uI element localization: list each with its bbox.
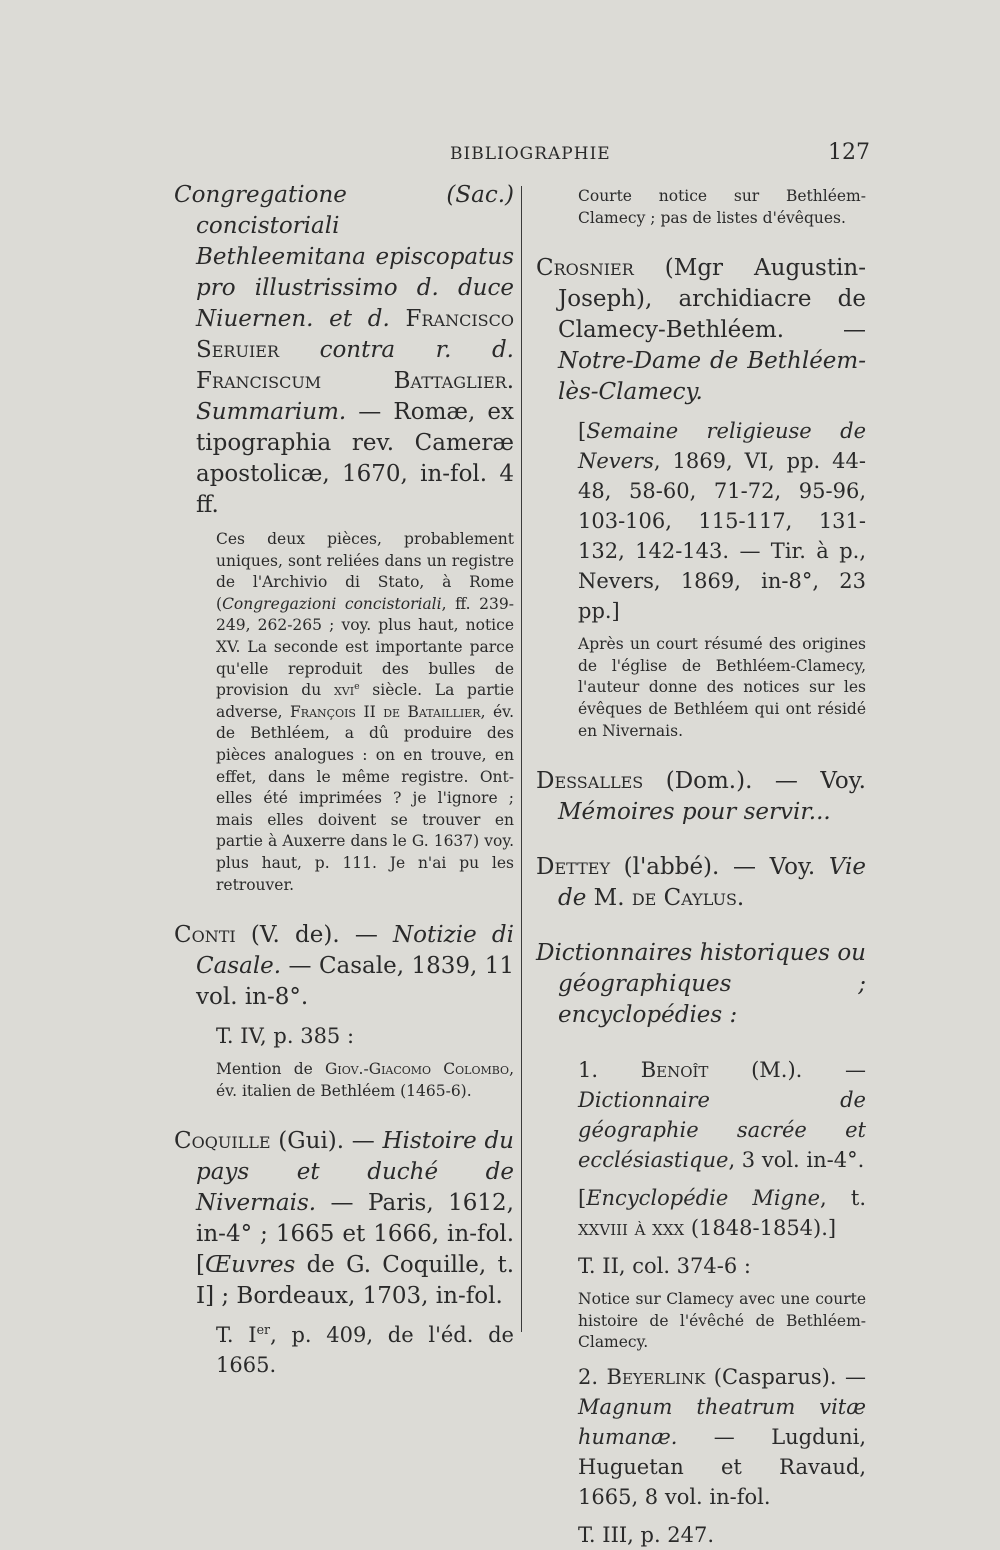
- entry-title: Congregatione (Sac.) concistoriali Bethleemitana episcopatus pro illustrissimo d. duce Niuernen. et d.: [174, 182, 514, 332]
- entry-dettey: Dettey (l'abbé). — Voy. Vie de M. de Caylus.: [536, 854, 866, 912]
- page-number: 127: [828, 140, 870, 165]
- entry-summarium: Summarium.: [196, 399, 347, 425]
- entry-coquille: Coquille (Gui). — Histoire du pays et duché de Nivernais. — Paris, 1612, in-4° ; 1665 et 1666, in-fol. [Œuvres de G. Coquille, t. I] ; Bordeaux, 1703, in-fol.: [174, 1128, 514, 1310]
- note-conti: Mention de Giov.-Giacomo Colombo, év. italien de Bethléem (1465-6).: [216, 1060, 514, 1100]
- note-crosnier: Après un court résumé des origines de l'église de Bethléem-Clamecy, l'auteur donne des notices sur les évêques de Bethléem qui ont résidé en Nivernais.: [578, 635, 866, 740]
- section-heading: Dictionnaires historiques ou géographiques ; encyclopédies :: [536, 940, 866, 1029]
- ref-crosnier: [Semaine religieuse de Nevers, 1869, VI, pp. 44-48, 58-60, 71-72, 95-96, 103-106, 115-117, 131-132, 142-143. — Tir. à p., Nevers, 1869, in-8°, 23 pp.]: [578, 419, 866, 624]
- running-header: BIBLIOGRAPHIE: [450, 144, 611, 164]
- entry-author: Crosnier: [536, 255, 634, 282]
- note-top: Courte notice sur Bethléem-Clamecy ; pas de listes d'évêques.: [578, 187, 866, 227]
- left-column: [174, 180, 514, 1380]
- entry-congregatione: Congregatione (Sac.) concistoriali Bethleemitana episcopatus pro illustrissimo d. duce Niuernen. et d. Francisco Seruier contra r. d. Franciscum Battaglier. Summarium. — Romæ, ex tipographia rev. Cameræ apostolicæ, 1670, in-fol. 4 ff.: [174, 182, 514, 518]
- entry-dessalles: Dessalles (Dom.). — Voy. Mémoires pour servir...: [536, 768, 866, 826]
- note-congregatione: Ces deux pièces, probablement uniques, sont reliées dans un registre de l'Archivio di Stato, à Rome (Congregazioni concistoriali, ff. 239-249, 262-265 ; voy. plus haut, notice XV. La seconde est importante parce qu'elle reproduit des bulles de provision du xvi$^e$ siècle. La partie adverse, François II de Bataillier, év. de Bethléem, a dû produire des pièces analogues : on en trouve, en effet, dans le même registre. Ont-elles été imprimées ? je l'ignore ; mais elles doivent se trouver en partie à Auxerre dans le G. 1637) voy. plus haut, p. 111. Je n'ai pu les retrouver.: [216, 530, 514, 894]
- ref-coquille: T. Ier, p. 409, de l'éd. de 1665.: [216, 1322, 514, 1378]
- entry-author: Dessalles: [536, 768, 644, 795]
- entry-title: Notre-Dame de Bethléem-lès-Clamecy.: [558, 348, 866, 406]
- dict-item-2: 2. Beyerlink (Casparus). — Magnum theatrum vitæ humanæ. — Lugduni, Huguetan et Ravaud, 1665, 8 vol. in-fol.: [578, 1364, 866, 1509]
- entry-title: Mémoires pour servir...: [558, 799, 831, 826]
- entry-title: Notizie di Casale.: [196, 922, 514, 980]
- entry-title: Histoire du pays et duché de Nivernais.: [196, 1128, 514, 1217]
- dict-item-1-ref: [Encyclopédie Migne, t. xxviii à xxx (1848-1854).]: [578, 1186, 866, 1241]
- entry-name: Franciscum Battaglier: [196, 368, 507, 394]
- entry-crosnier: Crosnier (Mgr Augustin-Joseph), archidiacre de Clamecy-Bethléem. — Notre-Dame de Bethléem-lès-Clamecy.: [536, 255, 866, 406]
- entry-contra: contra r. d.: [319, 337, 514, 363]
- entry-name: Francisco Seruier: [196, 306, 514, 363]
- entry-author: Dettey: [536, 854, 611, 881]
- dict-item-1: 1. Benoît (M.). — Dictionnaire de géographie sacrée et ecclésiastique, 3 vol. in-4°.: [578, 1058, 866, 1173]
- dict-item-1-ref2: T. II, col. 374-6 :: [578, 1254, 751, 1279]
- column-divider: [521, 186, 522, 1332]
- ref-conti: T. IV, p. 385 :: [216, 1024, 355, 1049]
- entry-imprint: — Romæ, ex tipographia rev. Cameræ apostolicæ, 1670, in-fol. 4 ff.: [196, 399, 514, 518]
- section-dictionnaires: [536, 938, 866, 1031]
- entry-conti: Conti (V. de). — Notizie di Casale. — Casale, 1839, 11 vol. in-8°.: [174, 922, 514, 1011]
- dict-item-2-ref: T. III, p. 247.: [578, 1522, 715, 1547]
- dict-item-1-note: Notice sur Clamecy avec une courte histoire de l'évêché de Bethléem-Clamecy.: [578, 1290, 866, 1352]
- entry-author: Coquille: [174, 1128, 271, 1155]
- entry-title: Vie de: [558, 854, 866, 912]
- entry-author: Conti: [174, 922, 236, 949]
- right-column: [536, 186, 866, 1550]
